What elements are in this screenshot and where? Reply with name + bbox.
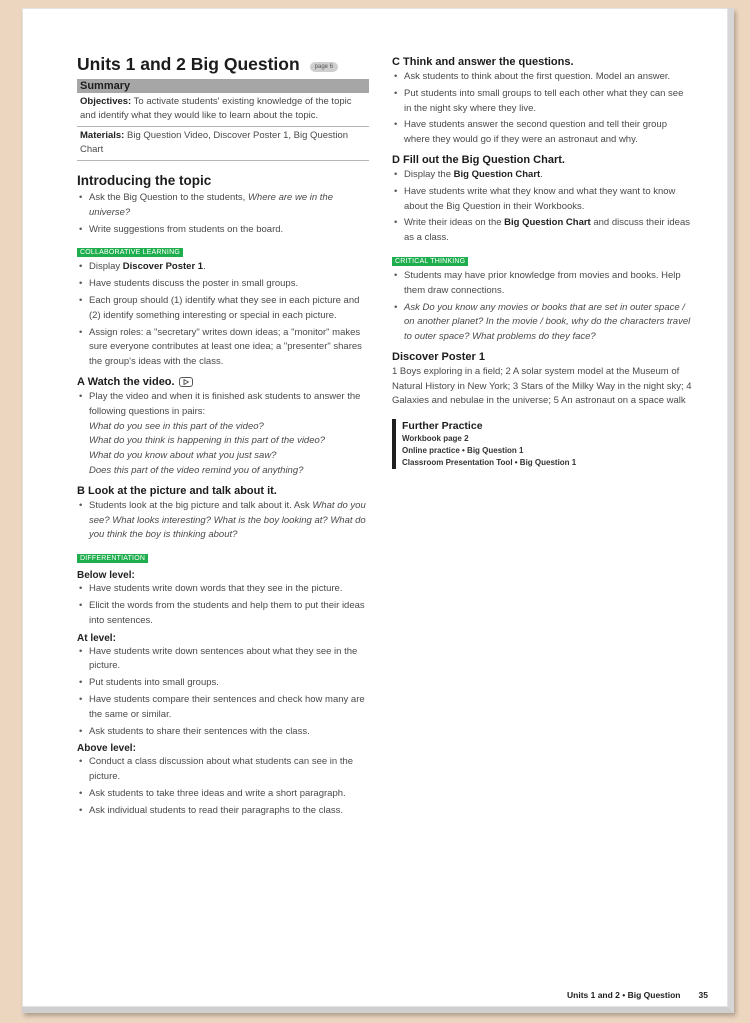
objectives-block (77, 93, 369, 127)
section-c-title: C Think and answer the questions. (392, 56, 574, 68)
list-item: • Have students write down sentences about what they see in the picture. (77, 645, 369, 675)
left-column (77, 54, 369, 823)
above-level-list (77, 755, 369, 818)
list-item: • Display Discover Poster 1. (77, 260, 369, 275)
section-b-title: B Look at the picture and talk about it. (77, 484, 277, 497)
page-reference-badge: page 6 (310, 62, 338, 72)
question-4: Does this part of the video remind you of anything? (89, 464, 304, 476)
critical-thinking-tag: CRITICAL THINKING (392, 257, 468, 266)
intro-title: Introducing the topic (77, 173, 212, 188)
right-column (392, 54, 692, 469)
section-d-list (392, 168, 692, 246)
list-item: • Ask the Big Question to the students, Where are we in the universe? (77, 191, 369, 221)
list-item: • Have students discuss the poster in small groups. (77, 277, 369, 292)
objectives-text: To activate students' existing knowledge of the topic and identify what they would like to learn about the topic. (80, 96, 352, 121)
list-item: • Elicit the words from the students and help them to put their ideas into sentences. (77, 599, 369, 629)
at-level-list (77, 645, 369, 740)
list-item: • Ask individual students to read their paragraphs to the class. (77, 804, 369, 819)
poster-title: Discover Poster 1 (392, 350, 485, 363)
list-item: • Ask students to take three ideas and write a short paragraph. (77, 787, 369, 802)
list-item: • Ask students to think about the first question. Model an answer. (392, 70, 692, 85)
further-practice-box (392, 419, 692, 469)
list-item: • Put students into small groups to tell each other what they can see in the night sky where they live. (392, 87, 692, 117)
section-d-title: D Fill out the Big Question Chart. (392, 153, 565, 166)
list-item: • Ask Do you know any movies or books that are set in outer space / on another planet? In the movie / book, why do the characters travel to outer space? What problems do they face? (392, 301, 692, 345)
further-practice-presentation: Classroom Presentation Tool • Big Question 1 (402, 457, 577, 467)
section-a-list (77, 390, 369, 479)
further-practice-title: Further Practice (402, 419, 483, 432)
poster-description: 1 Boys exploring in a field; 2 A solar system model at the Museum of Natural History in New York; 3 Stars of the Milky Way in the night sky; 4 Galaxies and nebulae in the universe; 5 An astronaut on a space walk (392, 365, 692, 407)
materials-label: Materials: (80, 130, 125, 141)
materials-block (77, 127, 369, 161)
page-footer (567, 990, 708, 1000)
section-c-list (392, 70, 692, 148)
list-item: • Write suggestions from students on the board. (77, 223, 369, 238)
collaborative-learning-tag: COLLABORATIVE LEARNING (77, 248, 183, 257)
above-level-title: Above level: (77, 743, 136, 755)
below-level-list (77, 582, 369, 628)
question-2: What do you think is happening in this part of the video? (89, 435, 326, 447)
section-a-title: A Watch the video. (77, 376, 369, 388)
objectives-label: Objectives: (80, 96, 132, 107)
video-icon (179, 377, 193, 387)
question-3: What do you know about what you just saw? (89, 450, 277, 462)
list-item: • Students may have prior knowledge from movies and books. Help them draw connections. (392, 269, 692, 299)
list-item: • Write their ideas on the Big Question Chart and discuss their ideas as a class. (392, 216, 692, 246)
title-row (77, 54, 369, 75)
list-item: • Have students answer the second question and tell their group where they would go if they were an astronaut and why. (392, 118, 692, 148)
materials-text: Big Question Video, Discover Poster 1, Big Question Chart (80, 130, 349, 155)
page-title: Units 1 and 2 Big Question (77, 54, 300, 74)
further-practice-online: Online practice • Big Question 1 (402, 445, 524, 455)
list-item: • Display the Big Question Chart. (392, 168, 692, 183)
further-practice-workbook: Workbook page 2 (402, 433, 469, 443)
intro-list (77, 191, 369, 237)
at-level-title: At level: (77, 632, 116, 644)
differentiation-tag: DIFFERENTIATION (77, 554, 148, 563)
page-number: 35 (698, 990, 708, 1000)
below-level-title: Below level: (77, 570, 135, 582)
footer-label: Units 1 and 2 • Big Question (567, 990, 681, 1000)
collab-list (77, 260, 369, 370)
section-b-list (77, 499, 369, 543)
document-page (22, 8, 734, 1013)
list-item: • Put students into small groups. (77, 676, 369, 691)
list-item: • Assign roles: a "secretary" writes down ideas; a "monitor" makes sure everyone contributes at least one idea; a "presenter" shares the group's ideas with the class. (77, 326, 369, 370)
list-item: • Conduct a class discussion about what students can see in the picture. (77, 755, 369, 785)
question-1: What do you see in this part of the video? (89, 420, 264, 432)
list-item: • Have students write what they know and what they want to know about the Big Question in their Workbooks. (392, 185, 692, 215)
list-item: • Play the video and when it is finished ask students to answer the following questions in pairs: What do you see in this part of the video? What do you think is happening in this part of the video? What do you know about what you just saw? Does this part of the video remind you of anything? (77, 390, 369, 479)
critical-list (392, 269, 692, 345)
summary-heading: Summary (77, 79, 369, 93)
list-item: • Have students compare their sentences and check how many are the same or similar. (77, 693, 369, 723)
list-item: • Each group should (1) identify what they see in each picture and (2) identify something interesting or special in each picture. (77, 294, 369, 324)
list-item: • Have students write down words that they see in the picture. (77, 582, 369, 597)
list-item: • Students look at the big picture and talk about it. Ask What do you see? What looks interesting? What is the boy looking at? What do you think the boy is thinking about? (77, 499, 369, 543)
list-item: • Ask students to share their sentences with the class. (77, 725, 369, 740)
